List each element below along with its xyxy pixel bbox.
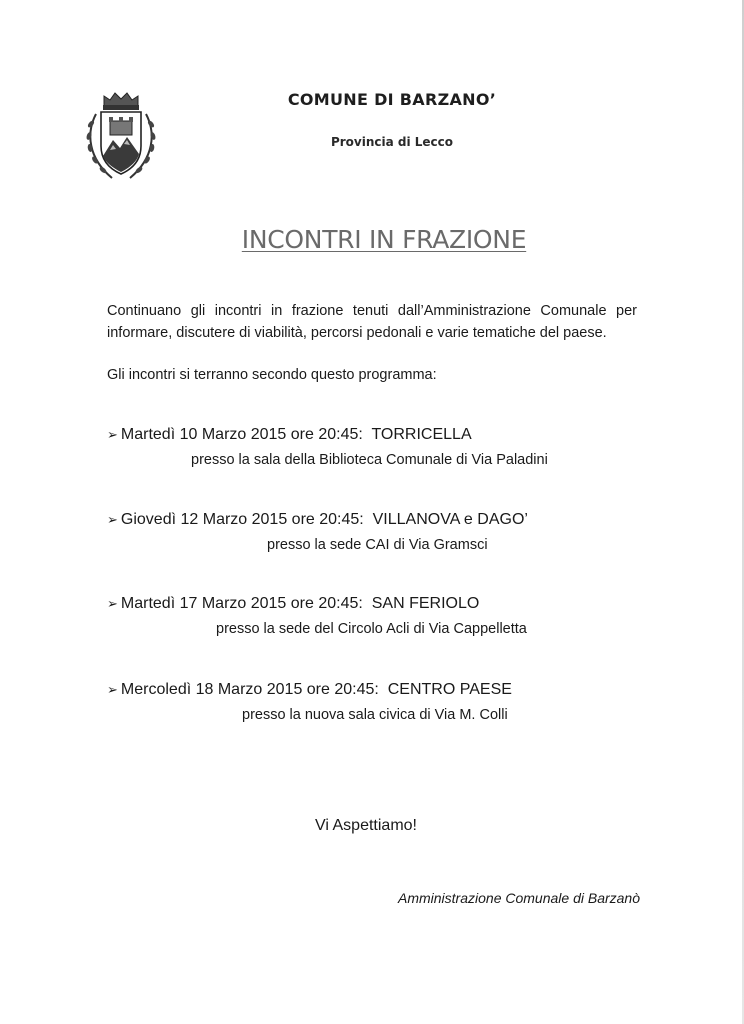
closing-line: Vi Aspettiamo! <box>315 817 417 834</box>
event-location: VILLANOVA e DAGO’ <box>372 511 528 528</box>
coat-of-arms-icon <box>82 88 160 184</box>
event-venue: presso la sala della Biblioteca Comunale di Via Paladini <box>191 452 548 468</box>
arrow-bullet-icon: ➢ <box>107 512 118 527</box>
event-date: Mercoledì 18 Marzo 2015 ore 20:45: <box>120 681 379 698</box>
event-date: Martedì 10 Marzo 2015 ore 20:45: <box>120 426 363 443</box>
arrow-bullet-icon: ➢ <box>107 682 118 697</box>
event-venue: presso la sede CAI di Via Gramsci <box>267 537 488 553</box>
event-header <box>107 511 667 529</box>
event-location: CENTRO PAESE <box>387 681 512 698</box>
event-location: TORRICELLA <box>371 426 472 443</box>
province-subtitle: Provincia di Lecco <box>330 135 454 149</box>
event-header <box>107 426 667 444</box>
event-item <box>107 511 667 553</box>
arrow-bullet-icon: ➢ <box>107 427 118 442</box>
event-item <box>107 681 667 723</box>
arrow-bullet-icon: ➢ <box>107 596 118 611</box>
event-header <box>107 681 667 699</box>
schedule-intro: Gli incontri si terranno secondo questo programma: <box>107 367 437 383</box>
signature: Amministrazione Comunale di Barzanò <box>398 890 640 906</box>
event-venue: presso la sede del Circolo Acli di Via Cappelletta <box>216 621 527 637</box>
intro-paragraph: Continuano gli incontri in frazione tenuti dall’Amministrazione Comunale per informare, discutere di viabilità, percorsi pedonali e varie tematiche del paese. <box>107 303 637 341</box>
event-header <box>107 595 667 613</box>
event-location: SAN FERIOLO <box>371 595 480 612</box>
event-date: Giovedì 12 Marzo 2015 ore 20:45: <box>120 511 364 528</box>
event-item <box>107 595 667 637</box>
event-item <box>107 426 667 468</box>
event-venue: presso la nuova sala civica di Via M. Colli <box>242 707 508 723</box>
municipality-title: COMUNE DI BARZANO’ <box>287 90 497 109</box>
document-title-text: INCONTRI IN FRAZIONE <box>241 225 527 254</box>
event-date: Martedì 17 Marzo 2015 ore 20:45: <box>120 595 363 612</box>
document-title <box>200 225 568 254</box>
